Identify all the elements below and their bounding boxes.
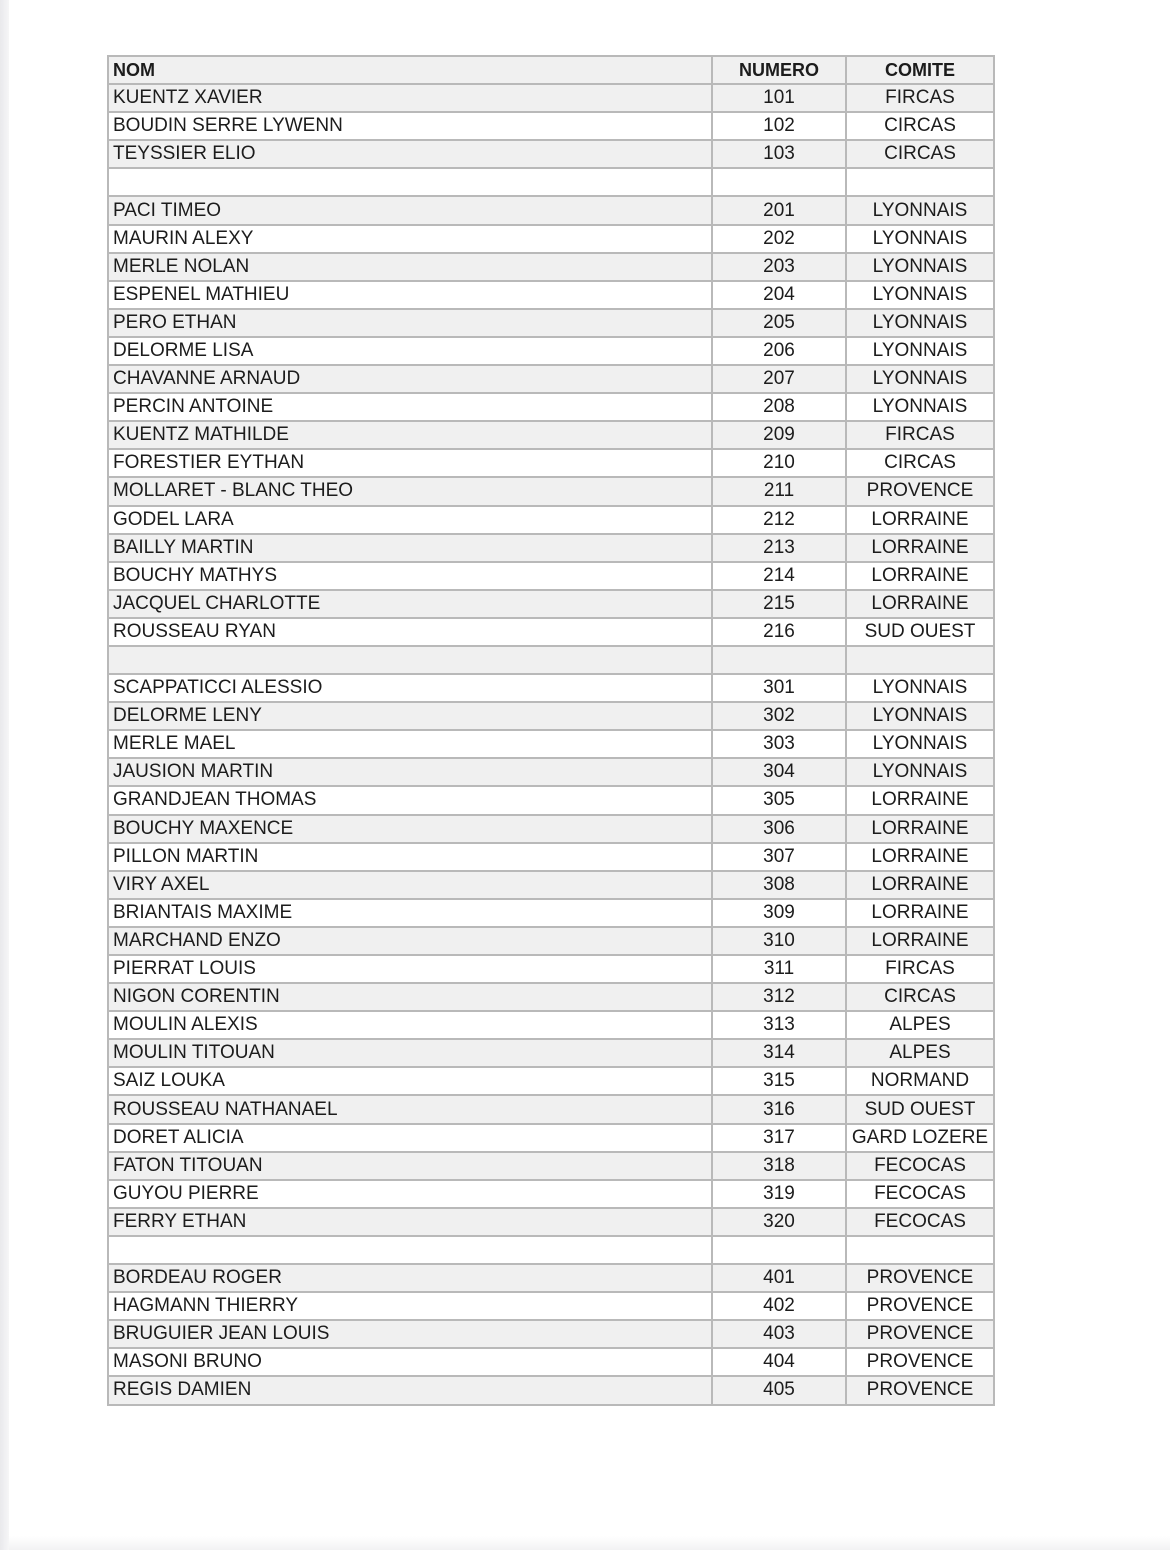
cell-comite: LYONNAIS — [846, 365, 994, 393]
table-row — [108, 534, 994, 562]
cell-comite: LYONNAIS — [846, 758, 994, 786]
cell-nom: MOLLARET - BLANC THEO — [108, 477, 712, 505]
cell-comite: LORRAINE — [846, 899, 994, 927]
cell-nom — [108, 168, 712, 196]
table-row — [108, 871, 994, 899]
cell-numero: 212 — [712, 506, 846, 534]
cell-comite: LORRAINE — [846, 562, 994, 590]
cell-comite: NORMAND — [846, 1067, 994, 1095]
cell-comite: LYONNAIS — [846, 337, 994, 365]
cell-numero: 320 — [712, 1208, 846, 1236]
cell-numero — [712, 1236, 846, 1264]
cell-nom: BOUCHY MAXENCE — [108, 815, 712, 843]
cell-comite: LORRAINE — [846, 927, 994, 955]
cell-comite: LYONNAIS — [846, 281, 994, 309]
cell-comite: LORRAINE — [846, 590, 994, 618]
cell-comite — [846, 646, 994, 674]
cell-nom: DORET ALICIA — [108, 1124, 712, 1152]
cell-comite: PROVENCE — [846, 1292, 994, 1320]
roster-sheet — [107, 55, 993, 1406]
cell-comite: PROVENCE — [846, 1348, 994, 1376]
table-row — [108, 393, 994, 421]
table-row — [108, 506, 994, 534]
cell-comite: ALPES — [846, 1039, 994, 1067]
cell-nom: JACQUEL CHARLOTTE — [108, 590, 712, 618]
table-row — [108, 1152, 994, 1180]
table-row — [108, 843, 994, 871]
column-header-nom: NOM — [108, 56, 712, 84]
cell-numero: 309 — [712, 899, 846, 927]
cell-comite: PROVENCE — [846, 1320, 994, 1348]
cell-numero: 401 — [712, 1264, 846, 1292]
cell-comite: CIRCAS — [846, 449, 994, 477]
page-left-edge — [0, 0, 9, 1550]
cell-nom: VIRY AXEL — [108, 871, 712, 899]
cell-comite: FECOCAS — [846, 1180, 994, 1208]
table-row — [108, 786, 994, 814]
cell-comite: LORRAINE — [846, 815, 994, 843]
cell-nom — [108, 1236, 712, 1264]
cell-comite: LORRAINE — [846, 534, 994, 562]
table-row — [108, 590, 994, 618]
cell-numero: 403 — [712, 1320, 846, 1348]
cell-numero: 304 — [712, 758, 846, 786]
cell-nom: MOULIN TITOUAN — [108, 1039, 712, 1067]
table-row — [108, 1039, 994, 1067]
cell-numero: 306 — [712, 815, 846, 843]
table-row — [108, 225, 994, 253]
cell-numero: 317 — [712, 1124, 846, 1152]
table-row — [108, 84, 994, 112]
cell-comite: LYONNAIS — [846, 196, 994, 224]
column-header-numero: NUMERO — [712, 56, 846, 84]
cell-numero: 305 — [712, 786, 846, 814]
cell-nom: PIERRAT LOUIS — [108, 955, 712, 983]
cell-comite: FECOCAS — [846, 1152, 994, 1180]
table-row — [108, 281, 994, 309]
cell-comite: LYONNAIS — [846, 309, 994, 337]
cell-nom: FORESTIER EYTHAN — [108, 449, 712, 477]
cell-nom: BRUGUIER JEAN LOUIS — [108, 1320, 712, 1348]
cell-comite: PROVENCE — [846, 477, 994, 505]
table-row — [108, 477, 994, 505]
cell-comite: SUD OUEST — [846, 1095, 994, 1123]
cell-comite — [846, 1236, 994, 1264]
cell-numero: 211 — [712, 477, 846, 505]
header-row — [108, 56, 994, 84]
table-row — [108, 1124, 994, 1152]
cell-nom: GUYOU PIERRE — [108, 1180, 712, 1208]
cell-nom: ROUSSEAU RYAN — [108, 618, 712, 646]
table-row — [108, 983, 994, 1011]
cell-nom: PERCIN ANTOINE — [108, 393, 712, 421]
cell-numero: 301 — [712, 674, 846, 702]
cell-numero: 205 — [712, 309, 846, 337]
cell-nom: MOULIN ALEXIS — [108, 1011, 712, 1039]
cell-numero: 202 — [712, 225, 846, 253]
table-row — [108, 365, 994, 393]
cell-nom: BORDEAU ROGER — [108, 1264, 712, 1292]
cell-numero — [712, 168, 846, 196]
column-header-comite: COMITE — [846, 56, 994, 84]
cell-numero: 402 — [712, 1292, 846, 1320]
table-row — [108, 758, 994, 786]
table-row — [108, 562, 994, 590]
cell-numero: 208 — [712, 393, 846, 421]
cell-nom: GRANDJEAN THOMAS — [108, 786, 712, 814]
cell-nom: MARCHAND ENZO — [108, 927, 712, 955]
cell-comite: LYONNAIS — [846, 225, 994, 253]
cell-nom: BOUDIN SERRE LYWENN — [108, 112, 712, 140]
cell-comite: CIRCAS — [846, 140, 994, 168]
cell-numero: 303 — [712, 730, 846, 758]
cell-comite: CIRCAS — [846, 983, 994, 1011]
cell-numero — [712, 646, 846, 674]
page-bottom-edge — [9, 1536, 1170, 1550]
cell-comite: LORRAINE — [846, 786, 994, 814]
table-row — [108, 730, 994, 758]
cell-nom: REGIS DAMIEN — [108, 1376, 712, 1404]
cell-nom: SAIZ LOUKA — [108, 1067, 712, 1095]
roster-table — [107, 55, 995, 1406]
cell-numero: 214 — [712, 562, 846, 590]
table-row — [108, 1208, 994, 1236]
cell-comite: FIRCAS — [846, 84, 994, 112]
cell-nom — [108, 646, 712, 674]
cell-numero: 307 — [712, 843, 846, 871]
table-row — [108, 674, 994, 702]
cell-numero: 216 — [712, 618, 846, 646]
cell-numero: 308 — [712, 871, 846, 899]
cell-nom: KUENTZ XAVIER — [108, 84, 712, 112]
table-row — [108, 421, 994, 449]
table-row — [108, 1376, 994, 1404]
cell-numero: 312 — [712, 983, 846, 1011]
cell-nom: MERLE MAEL — [108, 730, 712, 758]
cell-numero: 203 — [712, 253, 846, 281]
cell-nom: FERRY ETHAN — [108, 1208, 712, 1236]
table-row — [108, 1180, 994, 1208]
cell-nom: SCAPPATICCI ALESSIO — [108, 674, 712, 702]
cell-comite: LYONNAIS — [846, 730, 994, 758]
cell-nom: BOUCHY MATHYS — [108, 562, 712, 590]
cell-comite: LYONNAIS — [846, 253, 994, 281]
table-row — [108, 618, 994, 646]
table-row — [108, 449, 994, 477]
table-row — [108, 1067, 994, 1095]
cell-numero: 405 — [712, 1376, 846, 1404]
cell-nom: KUENTZ MATHILDE — [108, 421, 712, 449]
table-row — [108, 253, 994, 281]
cell-nom: DELORME LENY — [108, 702, 712, 730]
cell-comite: SUD OUEST — [846, 618, 994, 646]
cell-numero: 207 — [712, 365, 846, 393]
separator-row — [108, 1236, 994, 1264]
cell-numero: 204 — [712, 281, 846, 309]
cell-numero: 316 — [712, 1095, 846, 1123]
table-row — [108, 337, 994, 365]
cell-comite: FIRCAS — [846, 955, 994, 983]
cell-nom: GODEL LARA — [108, 506, 712, 534]
cell-comite: LORRAINE — [846, 871, 994, 899]
cell-nom: DELORME LISA — [108, 337, 712, 365]
cell-comite: LORRAINE — [846, 843, 994, 871]
cell-nom: JAUSION MARTIN — [108, 758, 712, 786]
cell-comite: LYONNAIS — [846, 702, 994, 730]
cell-nom: PACI TIMEO — [108, 196, 712, 224]
cell-numero: 103 — [712, 140, 846, 168]
cell-numero: 319 — [712, 1180, 846, 1208]
cell-comite: PROVENCE — [846, 1264, 994, 1292]
cell-numero: 314 — [712, 1039, 846, 1067]
table-row — [108, 702, 994, 730]
cell-comite: ALPES — [846, 1011, 994, 1039]
cell-numero: 215 — [712, 590, 846, 618]
cell-nom: TEYSSIER ELIO — [108, 140, 712, 168]
cell-comite: LYONNAIS — [846, 674, 994, 702]
table-row — [108, 1292, 994, 1320]
cell-numero: 213 — [712, 534, 846, 562]
cell-numero: 209 — [712, 421, 846, 449]
cell-numero: 201 — [712, 196, 846, 224]
cell-comite: PROVENCE — [846, 1376, 994, 1404]
cell-nom: MASONI BRUNO — [108, 1348, 712, 1376]
table-row — [108, 1011, 994, 1039]
cell-numero: 404 — [712, 1348, 846, 1376]
cell-numero: 318 — [712, 1152, 846, 1180]
roster-body — [108, 84, 994, 1404]
cell-numero: 101 — [712, 84, 846, 112]
cell-comite: FIRCAS — [846, 421, 994, 449]
table-row — [108, 196, 994, 224]
separator-row — [108, 168, 994, 196]
cell-nom: ROUSSEAU NATHANAEL — [108, 1095, 712, 1123]
cell-nom: PERO ETHAN — [108, 309, 712, 337]
cell-numero: 206 — [712, 337, 846, 365]
cell-nom: CHAVANNE ARNAUD — [108, 365, 712, 393]
table-row — [108, 899, 994, 927]
cell-comite: LYONNAIS — [846, 393, 994, 421]
cell-nom: PILLON MARTIN — [108, 843, 712, 871]
cell-numero: 302 — [712, 702, 846, 730]
cell-nom: MAURIN ALEXY — [108, 225, 712, 253]
cell-comite: FECOCAS — [846, 1208, 994, 1236]
cell-numero: 313 — [712, 1011, 846, 1039]
cell-comite: CIRCAS — [846, 112, 994, 140]
cell-numero: 311 — [712, 955, 846, 983]
cell-numero: 210 — [712, 449, 846, 477]
cell-nom: FATON TITOUAN — [108, 1152, 712, 1180]
cell-nom: BAILLY MARTIN — [108, 534, 712, 562]
cell-nom: NIGON CORENTIN — [108, 983, 712, 1011]
table-row — [108, 309, 994, 337]
table-row — [108, 1264, 994, 1292]
table-row — [108, 955, 994, 983]
table-row — [108, 927, 994, 955]
table-row — [108, 112, 994, 140]
cell-comite: GARD LOZERE — [846, 1124, 994, 1152]
table-row — [108, 815, 994, 843]
cell-numero: 102 — [712, 112, 846, 140]
cell-nom: HAGMANN THIERRY — [108, 1292, 712, 1320]
cell-numero: 310 — [712, 927, 846, 955]
cell-comite — [846, 168, 994, 196]
separator-row — [108, 646, 994, 674]
table-row — [108, 1095, 994, 1123]
table-row — [108, 140, 994, 168]
cell-comite: LORRAINE — [846, 506, 994, 534]
cell-nom: MERLE NOLAN — [108, 253, 712, 281]
table-row — [108, 1320, 994, 1348]
table-row — [108, 1348, 994, 1376]
cell-nom: BRIANTAIS MAXIME — [108, 899, 712, 927]
cell-numero: 315 — [712, 1067, 846, 1095]
cell-nom: ESPENEL MATHIEU — [108, 281, 712, 309]
